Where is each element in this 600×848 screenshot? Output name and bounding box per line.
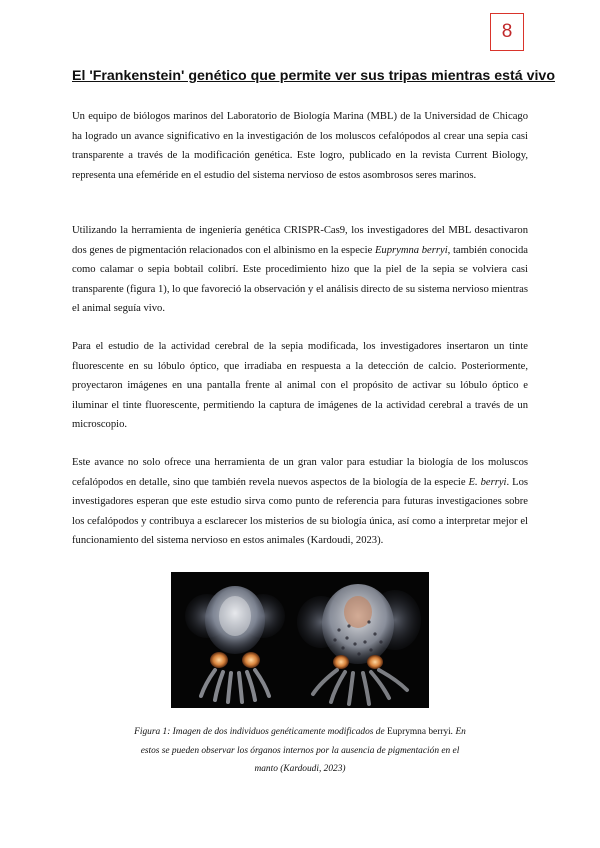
cuttlefish-photo	[171, 572, 429, 708]
paragraph-conclusion	[72, 453, 528, 551]
paragraph-intro: Un equipo de biólogos marinos del Laboratorio de Biología Marina (MBL) de la Universidad de Chicago ha logrado un avance significativo en la investigación de los moluscos cefalópodos al crear una sepia casi transparente a través de la modificación genética. Este logro, publicado en la revista Current Biology, representa una efeméride en el estudio del sistema nervioso de estos asombrosos seres marinos.	[72, 111, 528, 181]
paragraph-conclusion-text-a: Este avance no solo ofrece una herramienta de un gran valor para estudiar la biología de los moluscos cefalópodos en detalle, sino que también revela nuevos aspectos de la biología de la especie	[72, 457, 528, 488]
paragraph-conclusion-text-b: . Los investigadores esperan que este estudio sirva como punto de referencia para futuras investigaciones sobre los cefalópodos y contribuya a esclarecer los misterios de su biología única, así como a interpretar mejor el funcionamiento del sistema nervioso en estos animales (Kardoudi, 2023).	[72, 476, 528, 547]
figure-caption	[130, 723, 470, 779]
caption-text-a: Figura 1: Imagen de dos individuos genéticamente modificados de	[134, 727, 387, 737]
page-number-box	[490, 13, 524, 51]
paragraph-crispr-text-b: , también conocida como calamar o sepia bobtail colibrí. Este procedimiento hizo que la piel de la sepia se volviera casi transparente (figura 1), lo que favoreció la observación y el análisis directo de su sistema nervioso mientras el animal seguía vivo.	[72, 244, 529, 315]
caption-species: Euprymna berryi	[386, 727, 451, 737]
species-name: Euprymna berryi	[374, 244, 448, 256]
page-number: 8	[501, 21, 513, 42]
paragraph-crispr	[72, 221, 528, 319]
cuttlefish-illustration	[171, 572, 429, 708]
caption-text-b: . En estos se pueden observar los órganos internos por la ausencia de pigmentación en el manto (Kardoudi, 2023)	[140, 727, 466, 775]
article-title: El 'Frankenstein' genético que permite ver sus tripas mientras está vivo	[72, 68, 555, 84]
paragraph-crispr-text-a: Utilizando la herramienta de ingeniería genética CRISPR-Cas9, los investigadores del MBL desactivaron dos genes de pigmentación relacionados con el albinismo en la especie	[72, 225, 528, 256]
paragraph-brain-activity: Para el estudio de la actividad cerebral de la sepia modificada, los investigadores insertaron un tinte fluorescente en su lóbulo óptico, que irradiaba en respuesta a la detección de calcio. Posteriormente, proyectaron imágenes en una pantalla frente al animal con el propósito de activar su lóbulo óptico e iluminar el tinte fluorescente, permitiendo la captura de imágenes de la actividad cerebral a través de un microscopio.	[72, 341, 528, 431]
species-abbrev: E. berryi	[468, 476, 507, 488]
